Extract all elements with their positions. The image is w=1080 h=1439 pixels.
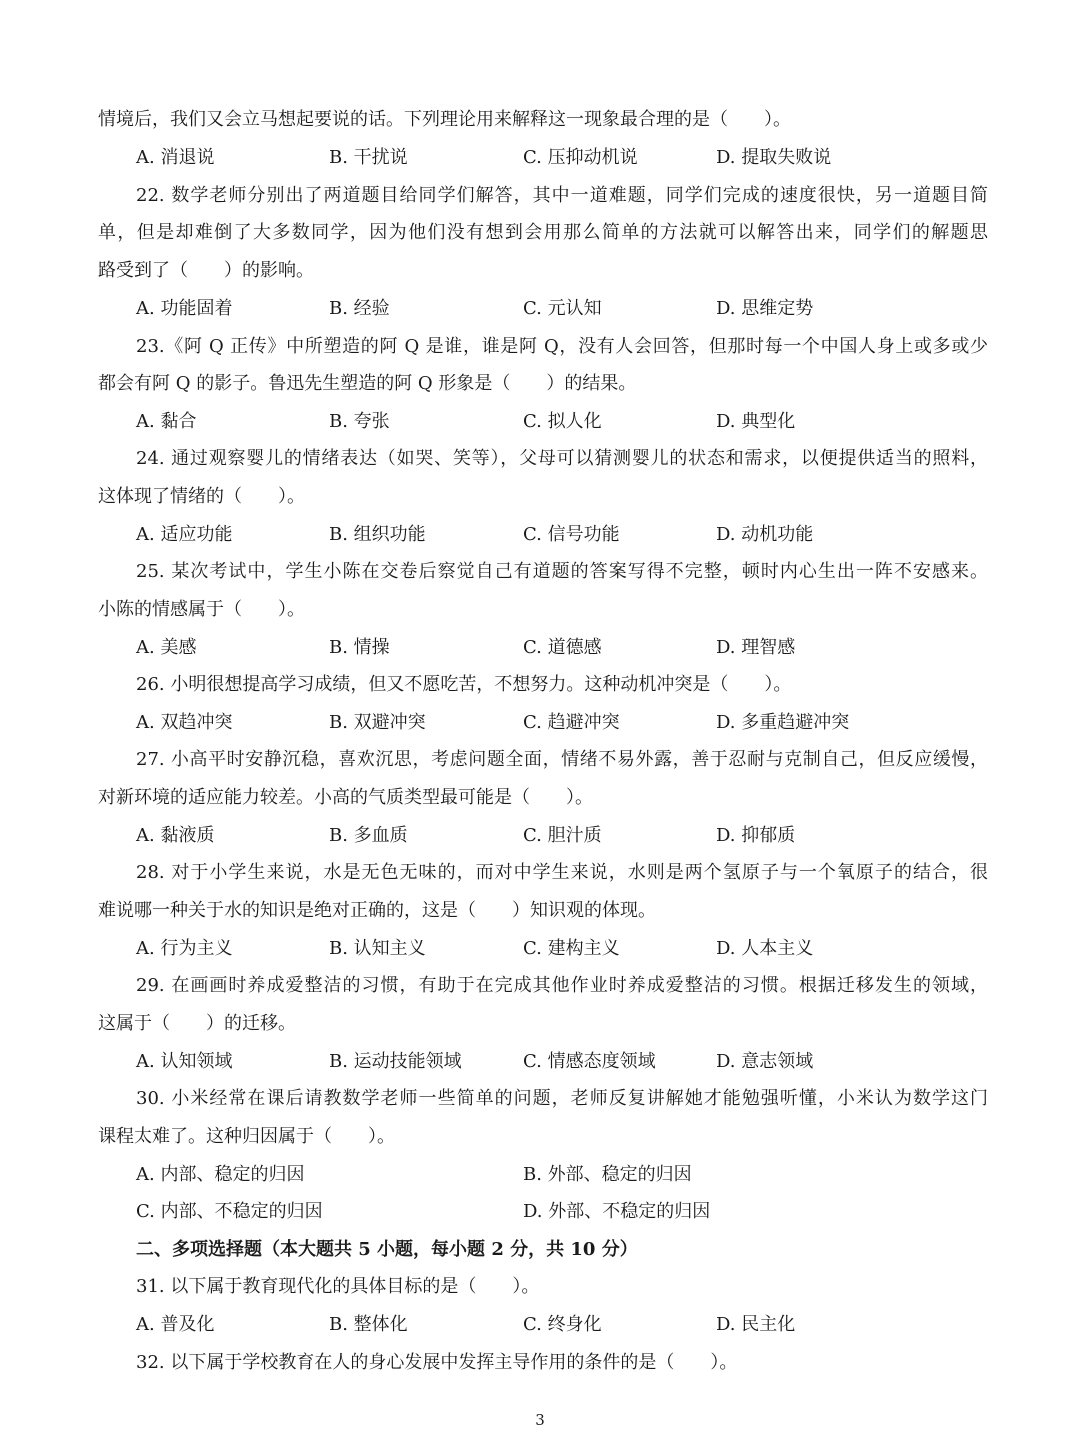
question-30-stem: 30. 小米经常在课后请教数学老师一些简单的问题，老师反复讲解她才能勉强听懂，小米认为数学这门 [136, 1088, 988, 1109]
option-d: D. 思维定势 [716, 298, 814, 319]
option-c: C. 压抑动机说 [523, 147, 638, 168]
question-21-stem-end: 情境后，我们又会立马想起要说的话。下列理论用来解释这一现象最合理的是（ ）。 [98, 109, 791, 130]
option-c: C. 拟人化 [523, 411, 602, 432]
option-d: D. 多重趋避冲突 [716, 712, 850, 733]
question-30-stem: 课程太难了。这种归因属于（ ）。 [98, 1126, 395, 1147]
option-b: B. 整体化 [329, 1314, 408, 1335]
option-a: A. 适应功能 [136, 524, 233, 545]
option-c: C. 趋避冲突 [523, 712, 620, 733]
option-b: B. 夸张 [329, 411, 390, 432]
option-c: C. 元认知 [523, 298, 602, 319]
question-22-stem: 22. 数学老师分别出了两道题目给同学们解答，其中一道难题，同学们完成的速度很快，另一道题目简 [136, 185, 988, 206]
option-d: D. 意志领域 [716, 1051, 814, 1072]
option-b: B. 经验 [329, 298, 390, 319]
question-24-stem: 24. 通过观察婴儿的情绪表达（如哭、笑等），父母可以猜测婴儿的状态和需求，以便提供适当的照料， [136, 448, 988, 469]
option-d: D. 提取失败说 [716, 147, 832, 168]
option-b: B. 多血质 [329, 825, 408, 846]
question-28-stem: 难说哪一种关于水的知识是绝对正确的，这是（ ）知识观的体现。 [98, 900, 656, 921]
option-b: B. 外部、稳定的归因 [523, 1164, 692, 1185]
page-number: 3 [535, 1411, 545, 1429]
question-28-stem: 28. 对于小学生来说，水是无色无味的，而对中学生来说，水则是两个氢原子与一个氧原子的结合，很 [136, 862, 988, 883]
section-heading: 二、多项选择题（本大题共 5 小题，每小题 2 分，共 10 分） [136, 1239, 638, 1260]
option-c: C. 信号功能 [523, 524, 620, 545]
option-c: C. 建构主义 [523, 938, 620, 959]
question-25-stem: 小陈的情感属于（ ）。 [98, 599, 305, 620]
option-a: A. 功能固着 [136, 298, 233, 319]
question-23-stem: 23.《阿 Q 正传》中所塑造的阿 Q 是谁，谁是阿 Q，没有人会回答，但那时每一个中国人身上或多或少 [136, 336, 988, 357]
option-a: A. 普及化 [136, 1314, 215, 1335]
option-d: D. 外部、不稳定的归因 [523, 1201, 711, 1222]
question-27-stem: 27. 小高平时安静沉稳，喜欢沉思，考虑问题全面，情绪不易外露，善于忍耐与克制自己，但反应缓慢， [136, 749, 988, 770]
question-22-stem: 单，但是却难倒了大多数同学，因为他们没有想到会用那么简单的方法就可以解答出来，同学们的解题思 [98, 222, 988, 243]
question-32-stem: 32. 以下属于学校教育在人的身心发展中发挥主导作用的条件的是（ ）。 [136, 1352, 738, 1373]
option-a: A. 消退说 [136, 147, 215, 168]
option-a: A. 黏液质 [136, 825, 215, 846]
option-a: A. 认知领域 [136, 1051, 233, 1072]
option-a: A. 黏合 [136, 411, 197, 432]
question-29-stem: 29. 在画画时养成爱整洁的习惯，有助于在完成其他作业时养成爱整洁的习惯。根据迁移发生的领域， [136, 975, 988, 996]
option-a: A. 美感 [136, 637, 197, 658]
option-d: D. 典型化 [716, 411, 796, 432]
option-c: C. 道德感 [523, 637, 602, 658]
question-23-stem: 都会有阿 Q 的影子。鲁迅先生塑造的阿 Q 形象是（ ）的结果。 [98, 373, 637, 394]
option-c: C. 胆汁质 [523, 825, 602, 846]
option-d: D. 抑郁质 [716, 825, 796, 846]
option-a: A. 内部、稳定的归因 [136, 1164, 305, 1185]
option-b: B. 组织功能 [329, 524, 426, 545]
option-a: A. 行为主义 [136, 938, 233, 959]
option-a: A. 双趋冲突 [136, 712, 233, 733]
option-b: B. 运动技能领域 [329, 1051, 462, 1072]
question-25-stem: 25. 某次考试中，学生小陈在交卷后察觉自己有道题的答案写得不完整，顿时内心生出一阵不安感来。 [136, 561, 988, 582]
option-d: D. 民主化 [716, 1314, 796, 1335]
question-27-stem: 对新环境的适应能力较差。小高的气质类型最可能是（ ）。 [98, 787, 593, 808]
option-b: B. 情操 [329, 637, 390, 658]
option-d: D. 动机功能 [716, 524, 814, 545]
question-24-stem: 这体现了情绪的（ ）。 [98, 486, 305, 507]
option-c: C. 内部、不稳定的归因 [136, 1201, 323, 1222]
question-29-stem: 这属于（ ）的迁移。 [98, 1013, 296, 1034]
option-b: B. 双避冲突 [329, 712, 426, 733]
option-d: D. 人本主义 [716, 938, 814, 959]
option-b: B. 认知主义 [329, 938, 426, 959]
question-31-stem: 31. 以下属于教育现代化的具体目标的是（ ）。 [136, 1276, 540, 1297]
option-c: C. 终身化 [523, 1314, 602, 1335]
option-c: C. 情感态度领域 [523, 1051, 656, 1072]
question-26-stem: 26. 小明很想提高学习成绩，但又不愿吃苦，不想努力。这种动机冲突是（ ）。 [136, 674, 792, 695]
option-b: B. 干扰说 [329, 147, 408, 168]
option-d: D. 理智感 [716, 637, 796, 658]
question-22-stem: 路受到了（ ）的影响。 [98, 260, 314, 281]
